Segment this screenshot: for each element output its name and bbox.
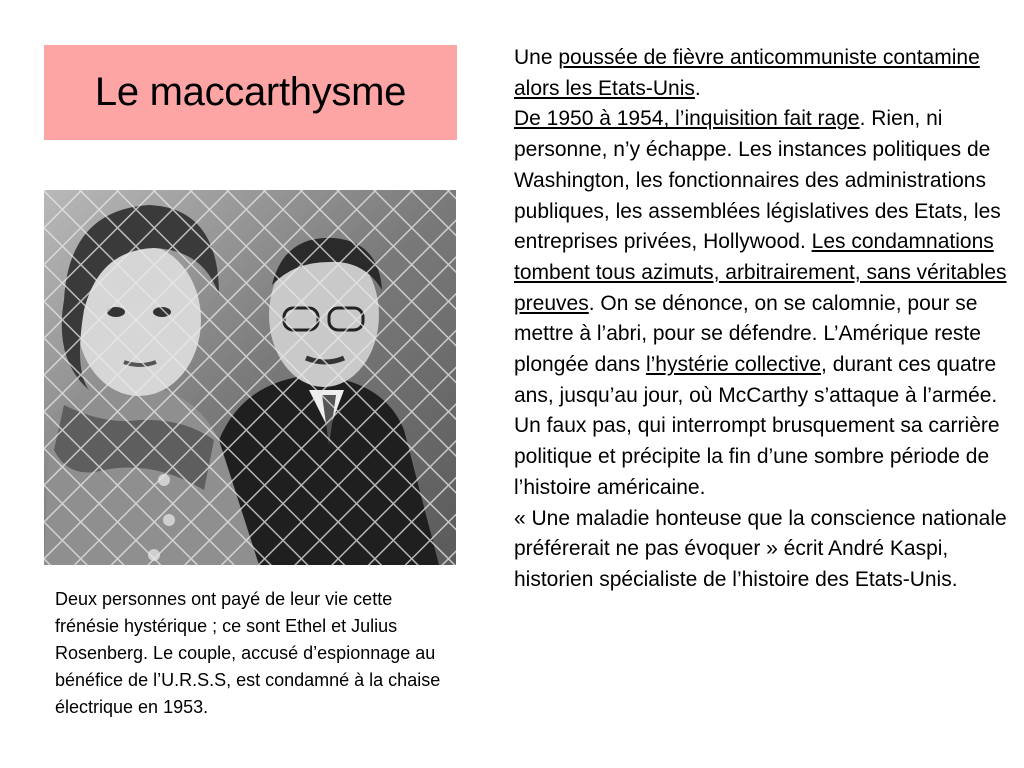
rosenberg-photo bbox=[44, 190, 456, 565]
text-span: . Rien, ni personne, n’y échappe. Les instances politiques de Washington, les fonctionnaires des administrations publiques, les assemblées législatives des Etats, les entreprises privées, Hollywood. bbox=[514, 107, 1001, 254]
underlined-text: l’hystérie collective bbox=[645, 353, 822, 377]
text-span: Une bbox=[514, 46, 559, 69]
title-box bbox=[44, 45, 457, 140]
text-span: , durant ces quatre ans, jusqu’au jour, où McCarthy s’attaque à l’armée. bbox=[514, 353, 998, 407]
underlined-text: poussée de fièvre anticommuniste contamine alors les Etats-Unis bbox=[514, 46, 980, 100]
text-span: . bbox=[694, 76, 701, 100]
underlined-text: De 1950 à 1954, l’inquisition fait rage bbox=[514, 107, 860, 131]
paragraph-1 bbox=[514, 43, 1014, 104]
underlined-text: Les condamnations tombent tous azimuts, arbitrairement, sans véritables preuves bbox=[514, 230, 1007, 315]
paragraph-2 bbox=[514, 104, 1014, 411]
text-span: . On se dénonce, on se calomnie, pour se mettre à l’abri, pour se défendre. L’Amérique reste plongée dans bbox=[514, 291, 981, 377]
paragraph-3: Un faux pas, qui interrompt brusquement sa carrière politique et précipite la fin d’une sombre période de l’histoire américaine. bbox=[514, 414, 1000, 499]
paragraph-4: « Une maladie honteuse que la conscience nationale préférerait ne pas évoquer » écrit André Kaspi, historien spécialiste de l’histoire des Etats-Unis. bbox=[514, 506, 1007, 591]
photo-caption: Deux personnes ont payé de leur vie cette frénésie hystérique ; ce sont Ethel et Julius Rosenberg. Le couple, accusé d’espionnage au bénéfice de l’U.R.S.S, est condamné à la chaise électrique en 1953. bbox=[55, 589, 441, 717]
page-title: Le maccarthysme bbox=[94, 70, 407, 114]
body-text bbox=[514, 43, 1014, 596]
